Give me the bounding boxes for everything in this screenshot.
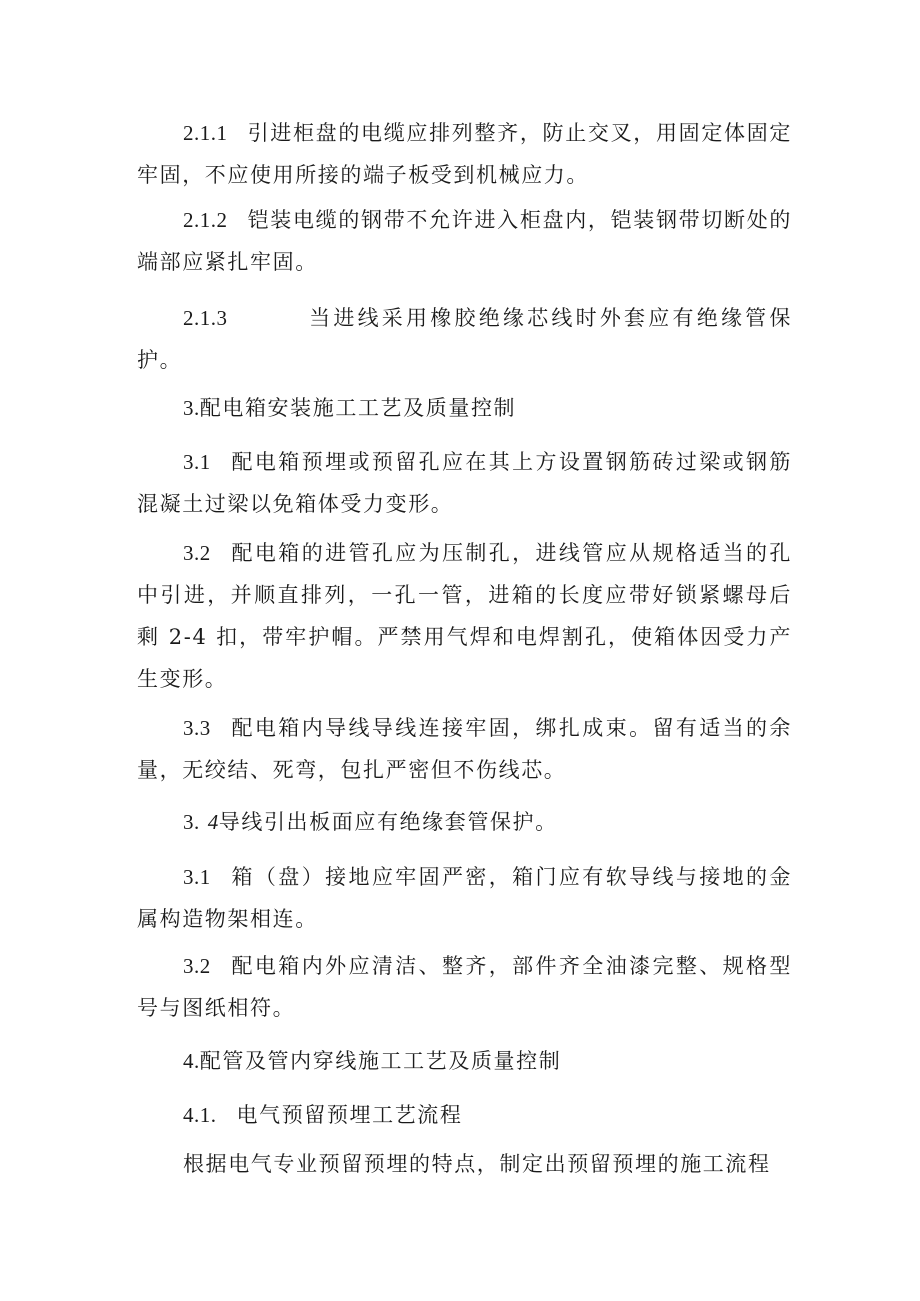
section-number: 2.1.1 [183, 121, 228, 145]
paragraph-4-1-body [137, 1143, 792, 1185]
section-number: 2.1.3 [183, 306, 228, 330]
paragraph-3-4 [137, 801, 792, 843]
paragraph-text: 配电箱内外应清洁、整齐，部件齐全油漆完整、规格型号与图纸相符。 [137, 954, 792, 1020]
heading-text: 电气预留预埋工艺流程 [236, 1103, 463, 1127]
section-number: 4.1. [183, 1103, 217, 1127]
paragraph-text: 铠装电缆的钢带不允许进入柜盘内，铠装钢带切断处的端部应紧扎牢固。 [137, 208, 792, 274]
heading-text: 配电箱安装施工工艺及质量控制 [199, 396, 517, 420]
paragraph-text: 导线引出板面应有绝缘套管保护。 [218, 810, 558, 834]
paragraph-2-1-3 [137, 297, 792, 381]
section-number: 3.1 [183, 865, 211, 889]
paragraph-text: 配电箱内导线导线连接牢固，绑扎成束。留有适当的余量，无绞结、死弯，包扎严密但不伤线芯。 [137, 716, 792, 782]
section-subnumber: 4 [207, 810, 219, 834]
section-number: 3.2 [183, 541, 211, 565]
paragraph-text: 配电箱预埋或预留孔应在其上方设置钢筋砖过梁或钢筋混凝土过梁以免箱体受力变形。 [137, 450, 792, 516]
heading-4 [137, 1040, 792, 1082]
paragraph-2-1-2 [137, 199, 792, 283]
section-number: 2.1.2 [183, 208, 228, 232]
heading-4-1 [137, 1094, 792, 1136]
section-number: 3. [183, 396, 200, 420]
paragraph-3-1 [137, 441, 792, 525]
paragraph-3-2 [137, 532, 792, 700]
heading-text: 配管及管内穿线施工工艺及质量控制 [199, 1049, 562, 1073]
section-number: 4. [183, 1049, 200, 1073]
paragraph-2-1-1 [137, 112, 792, 196]
paragraph-text: 配电箱的进管孔应为压制孔，进线管应从规格适当的孔中引进，并顺直排列，一孔一管，进箱的长度应带好锁紧螺母后剩 2-4 扣，带牢护帽。严禁用气焊和电焊割孔，使箱体因受力产生变形。 [137, 541, 792, 691]
section-number: 3.2 [183, 954, 211, 978]
section-number: 3.3 [183, 716, 211, 740]
section-number: 3. [183, 810, 200, 834]
paragraph-text: 根据电气专业预留预埋的特点，制定出预留预埋的施工流程 [183, 1152, 771, 1176]
paragraph-3-3 [137, 707, 792, 791]
section-number: 3.1 [183, 450, 211, 474]
heading-3 [137, 387, 792, 429]
paragraph-3-1-ground [137, 856, 792, 940]
paragraph-text: 当进线采用橡胶绝缘芯线时外套应有绝缘管保护。 [137, 306, 792, 372]
paragraph-3-2-clean [137, 945, 792, 1029]
paragraph-text: 箱（盘）接地应牢固严密，箱门应有软导线与接地的金属构造物架相连。 [137, 865, 792, 931]
paragraph-text: 引进柜盘的电缆应排列整齐，防止交叉，用固定体固定牢固，不应使用所接的端子板受到机械应力。 [137, 121, 792, 187]
